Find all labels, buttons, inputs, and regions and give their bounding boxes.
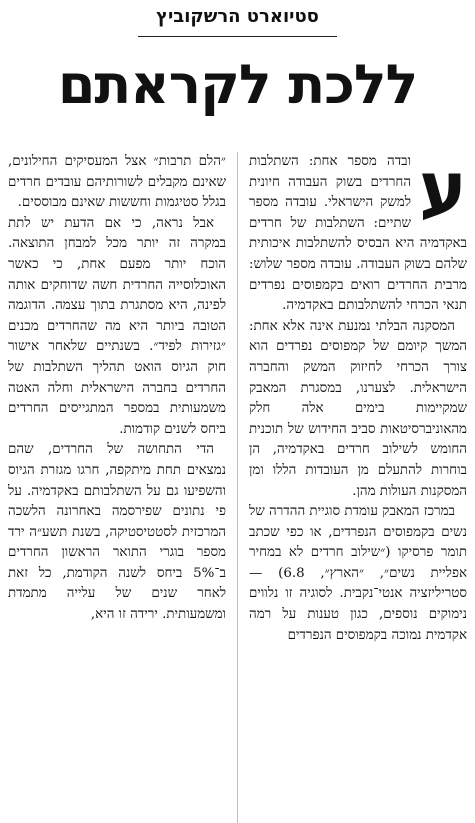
column-divider bbox=[237, 152, 238, 823]
paragraph: אבל נראה, כי אם הדעת יש לתת במקרה זה יותר מכל למבחן התוצאה. הוכח יותר מפעם אחת, כי כאשר האוכלוסייה החרדית חשה שדוחקים אותה לפינה, היא מסתגרת בתוך עצמה. הדוגמה הטובה ביותר היא מה שהחרדים מכנים ״גזירות לפיד״. בשנתיים שלאחר אישור חוק הגיוס הואט תהליך השתלבות של החרדים בחברה הישראלית וחלה האטה משמעותית במספר המתגייסים החרדים ביחס לשנים קודמות. bbox=[8, 215, 226, 437]
byline-rule bbox=[138, 36, 337, 37]
paragraph: במרכז המאבק עומדת סוגיית ההדרה של נשים בקמפוסים הנפרדים, או כפי שכתב תומר פרסיקו (״שילוב חרדים לא במחיר אפליית נשים״, ״הארץ״, 6.8) — סטריליזציה אנטי־נקבית. לסוגיה זו נלווים נימוקים נוספים, כגון טענות על רמה אקדמית נמוכה בקמפוסים הנפרדים bbox=[249, 504, 467, 643]
author-byline: סטיוארט הרשקוביץ bbox=[156, 6, 319, 27]
drop-cap-letter: ע bbox=[419, 152, 467, 230]
article-headline: ללכת לקראתם bbox=[57, 53, 418, 116]
paragraph: ובדה מספר אחת: השתלבות החרדים בשוק העבודה חיונית למשק הישראלי. עובדה מספר שתיים: השתלבות של חרדים באקדמיה היא הבסיס להשתלבות איכותית שלהם בשוק העבודה. עובדה מספר שלוש: מרבית החרדים רואים בקמפוסים נפרדים תנאי הכרחי להשתלבותם באקדמיה. bbox=[249, 154, 467, 314]
paragraph: ״הלם תרבות״ אצל המעסיקים החילונים, שאינם מקבלים לשורותיהם עובדים חרדים בגלל סטיגמות וחששות שאינם מבוססים. bbox=[8, 154, 226, 211]
paragraph: הדי התחושה של החרדים, שהם נמצאים תחת מיתקפה, חרגו מגזרת הגיוס והשפיעו גם על השתלבותם באקדמיה. על פי נתונים שפירסמה באחרונה הלשכה המרכזית לסטטיסטיקה, בשנת תשע״ה ירד מספר בוגרי התואר הראשון החרדים ב־5% ביחס לשנה הקודמת, כל זאת לאחר שנים של עלייה מתמדת ומשמעותית. ירידה זו היא, bbox=[8, 442, 226, 623]
paragraph: המסקנה הבלתי נמנעת אינה אלא אחת: המשך קיומם של קמפוסים נפרדים הוא צורך הכרחי לחיזוק המשק והחברה הישראלית. לצערנו, במסגרת המאבק שמקיימות בימים אלה חלק מהאוניברסיטאות סביב החידוש של תוכנית החומש לשילוב חרדים באקדמיה, הן בוחרות להתעלם מן העובדות הללו ומן המסקנות העולות מהן. bbox=[249, 318, 467, 499]
article-column-left bbox=[8, 152, 226, 823]
article-column-right bbox=[249, 152, 467, 823]
